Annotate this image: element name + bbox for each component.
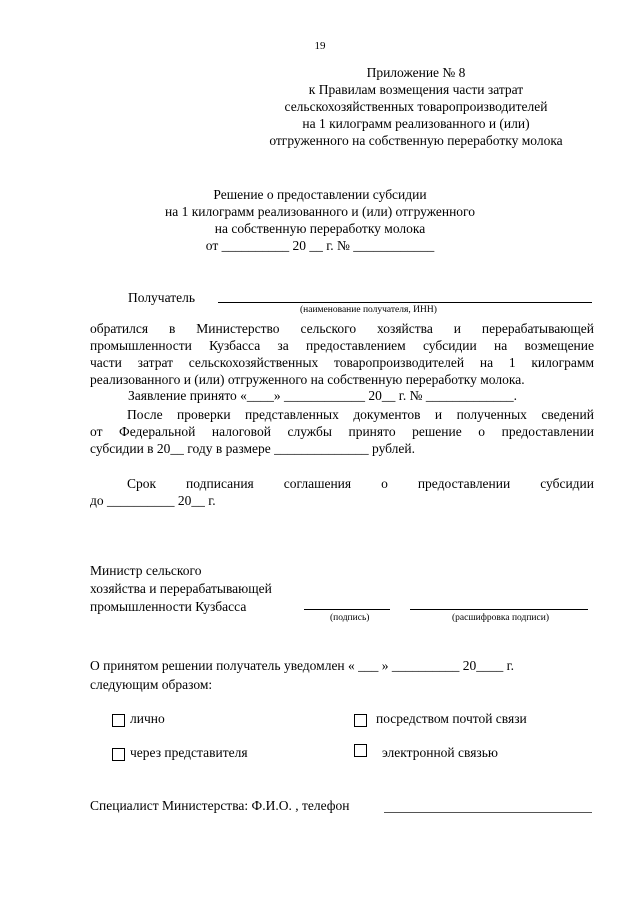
option-representative-checkbox[interactable]	[112, 748, 125, 761]
paragraph-line: субсидии в 20__ году в размере ______________ рублей.	[90, 441, 416, 456]
document-title	[90, 186, 550, 254]
title-line: на собственную переработку молока	[214, 221, 426, 236]
minister-line: хозяйства и перерабатывающей	[90, 581, 272, 596]
option-electronic-label: электронной связью	[382, 745, 498, 760]
signature-line[interactable]	[304, 609, 390, 610]
page-number: 19	[314, 40, 326, 52]
title-line: от __________ 20 __ г. № ____________	[205, 238, 435, 253]
title-line: на 1 килограмм реализованного и (или) отгруженного	[164, 204, 476, 219]
appendix-line: Приложение № 8	[366, 65, 466, 80]
recipient-caption: (наименование получателя, ИНН)	[300, 305, 437, 315]
paragraph-line: от Федеральной налоговой службы принято решение о предоставлении	[90, 424, 594, 439]
signature-caption: (подпись)	[330, 613, 370, 623]
appendix-line: сельскохозяйственных товаропроизводителей	[284, 99, 548, 114]
appendix-line: отгруженного на собственную переработку молока	[269, 133, 563, 148]
minister-title	[90, 562, 272, 616]
title-line: Решение о предоставлении субсидии	[213, 187, 427, 202]
option-electronic-checkbox[interactable]	[354, 744, 367, 757]
minister-line: Министр сельского	[90, 563, 202, 578]
paragraph-decision	[90, 406, 594, 457]
paragraph-request	[90, 320, 594, 388]
appendix-line: на 1 килограмм реализованного и (или)	[302, 116, 530, 131]
option-in-person-label: лично	[130, 711, 165, 726]
application-accepted: Заявление принято «____» ____________ 20__ г. № _____________.	[128, 388, 517, 403]
recipient-label: Получатель	[128, 290, 196, 305]
option-postal-checkbox[interactable]	[354, 714, 367, 727]
option-postal-label: посредством почтой связи	[376, 711, 527, 726]
paragraph-line: обратился в Министерство сельского хозяйства и перерабатывающей	[90, 321, 594, 336]
paragraph-line: промышленности Кузбасса за предоставлением субсидии на возмещение	[90, 338, 594, 353]
paragraph-line: до __________ 20__ г.	[90, 493, 216, 508]
paragraph-line: Срок подписания соглашения о предоставлении субсидии	[127, 476, 594, 491]
appendix-line: к Правилам возмещения части затрат	[308, 82, 524, 97]
specialist-label: Специалист Министерства: Ф.И.О. , телефон	[90, 798, 350, 813]
notification-method-label: следующим образом:	[90, 677, 213, 692]
paragraph-deadline	[90, 475, 594, 509]
signature-decoding-line[interactable]	[410, 609, 588, 610]
signature-decoding-caption: (расшифровка подписи)	[452, 613, 549, 623]
specialist-field-line[interactable]	[384, 812, 592, 813]
paragraph-line: части затрат сельскохозяйственных товаропроизводителей на 1 килограмм	[90, 355, 594, 370]
recipient-field-line[interactable]	[218, 302, 592, 303]
option-representative-label: через представителя	[130, 745, 248, 760]
minister-line: промышленности Кузбасса	[90, 599, 247, 614]
appendix-header	[236, 64, 596, 149]
notification-line: О принятом решении получатель уведомлен « ___ » __________ 20____ г.	[90, 658, 515, 673]
paragraph-line: После проверки представленных документов и полученных сведений	[127, 407, 594, 422]
option-in-person-checkbox[interactable]	[112, 714, 125, 727]
paragraph-line: реализованного и (или) отгруженного на собственную переработку молока.	[90, 372, 525, 387]
